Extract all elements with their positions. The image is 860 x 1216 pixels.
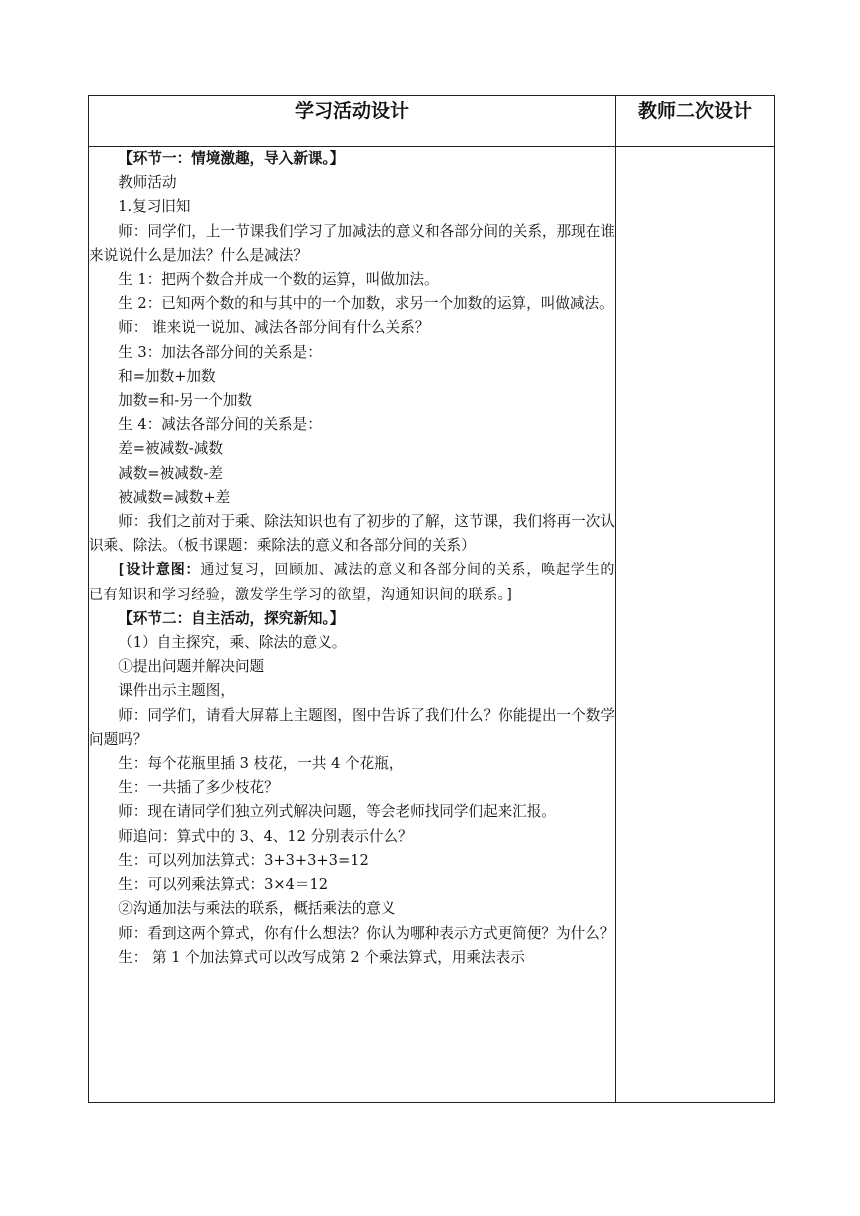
content-paragraph: 1.复习旧知 [118,198,191,216]
content-paragraph: 师：同学们，上一节课我们学习了加减法的意义和各部分间的关系，那现在谁来说说什么是加法？什么是减法？ [89,222,615,264]
content-paragraph: 生 3：加法各部分间的关系是： [118,343,322,361]
content-paragraph: 【环节二：自主活动，探究新知。】 [118,609,345,627]
content-paragraph: 减数=被减数-差 [118,464,223,482]
content-paragraph: ②沟通加法与乘法的联系，概括乘法的意义 [118,900,396,918]
content-paragraph: 师：看到这两个算式，你有什么想法？你认为哪种表示方式更简便？为什么？ [118,924,615,942]
content-paragraph: 生：可以列乘法算式：3×4＝12 [118,876,329,894]
content-paragraph: 师追问：算式中的 3、4、12 分别表示什么？ [118,827,413,845]
header-learning-activity-design: 学习活动设计 [89,96,616,147]
content-paragraph: 师：现在请同学们独立列式解决问题，等会老师找同学们起来汇报。 [118,803,557,821]
content-paragraph: 生：每个花瓶里插 3 枝花，一共 4 个花瓶， [118,755,404,773]
content-paragraph: 师：我们之前对于乘、除法知识也有了初步的了解，这节课，我们将再一次认识乘、除法。（板书课题：乘除法的意义和各部分间的关系） [89,513,615,555]
table-header-row [89,96,775,147]
content-paragraph: ①提出问题并解决问题 [118,658,265,676]
content-paragraph: （1）自主探究，乘、除法的意义。 [118,634,347,652]
content-paragraph: 师：同学们，请看大屏幕上主题图，图中告诉了我们什么？你能提出一个数学问题吗？ [89,706,615,748]
content-paragraph: 生：可以列加法算式：3+3+3+3=12 [118,851,369,869]
content-paragraph: 差=被减数-减数 [118,440,223,458]
content-paragraph: 【环节一：情境激趣，导入新课。】 [118,150,345,167]
content-paragraph: 和=加数+加数 [118,367,216,385]
content-paragraph: 课件出示主题图， [118,682,235,700]
learning-activity-cell [89,147,616,1103]
content-paragraph: 教师活动 [118,174,177,192]
content-paragraph: 生： 第 1 个加法算式可以改写成第 2 个乘法算式，用乘法表示 [118,948,525,966]
design-intent-text: 通过复习，回顾加、减法的意义和各部分间的关系，唤起学生的已有知识和学习经验，激发学生学习的欲望，沟通知识间的联系。] [89,562,615,603]
lesson-design-table [88,95,775,1103]
content-paragraph: 被减数=减数+差 [118,488,231,506]
design-intent-label: [设计意图： [117,562,201,579]
content-paragraph: 生 1：把两个数合并成一个数的运算，叫做加法。 [118,271,439,289]
teacher-notes-cell [616,147,775,1103]
content-paragraph: 生 4：减法各部分间的关系是： [118,416,322,434]
content-paragraph: 生 2：已知两个数的和与其中的一个加数，求另一个加数的运算，叫做减法。 [118,295,614,313]
content-paragraph: 生：一共插了多少枝花？ [118,779,279,797]
header-teacher-second-design: 教师二次设计 [616,96,775,147]
content-paragraph: 加数=和-另一个加数 [118,392,253,410]
design-intent-paragraph [89,558,615,606]
content-paragraph: 师： 谁来说一说加、减法各部分间有什么关系？ [118,319,430,337]
table-body-row [89,147,775,1103]
activity-content [89,147,615,970]
